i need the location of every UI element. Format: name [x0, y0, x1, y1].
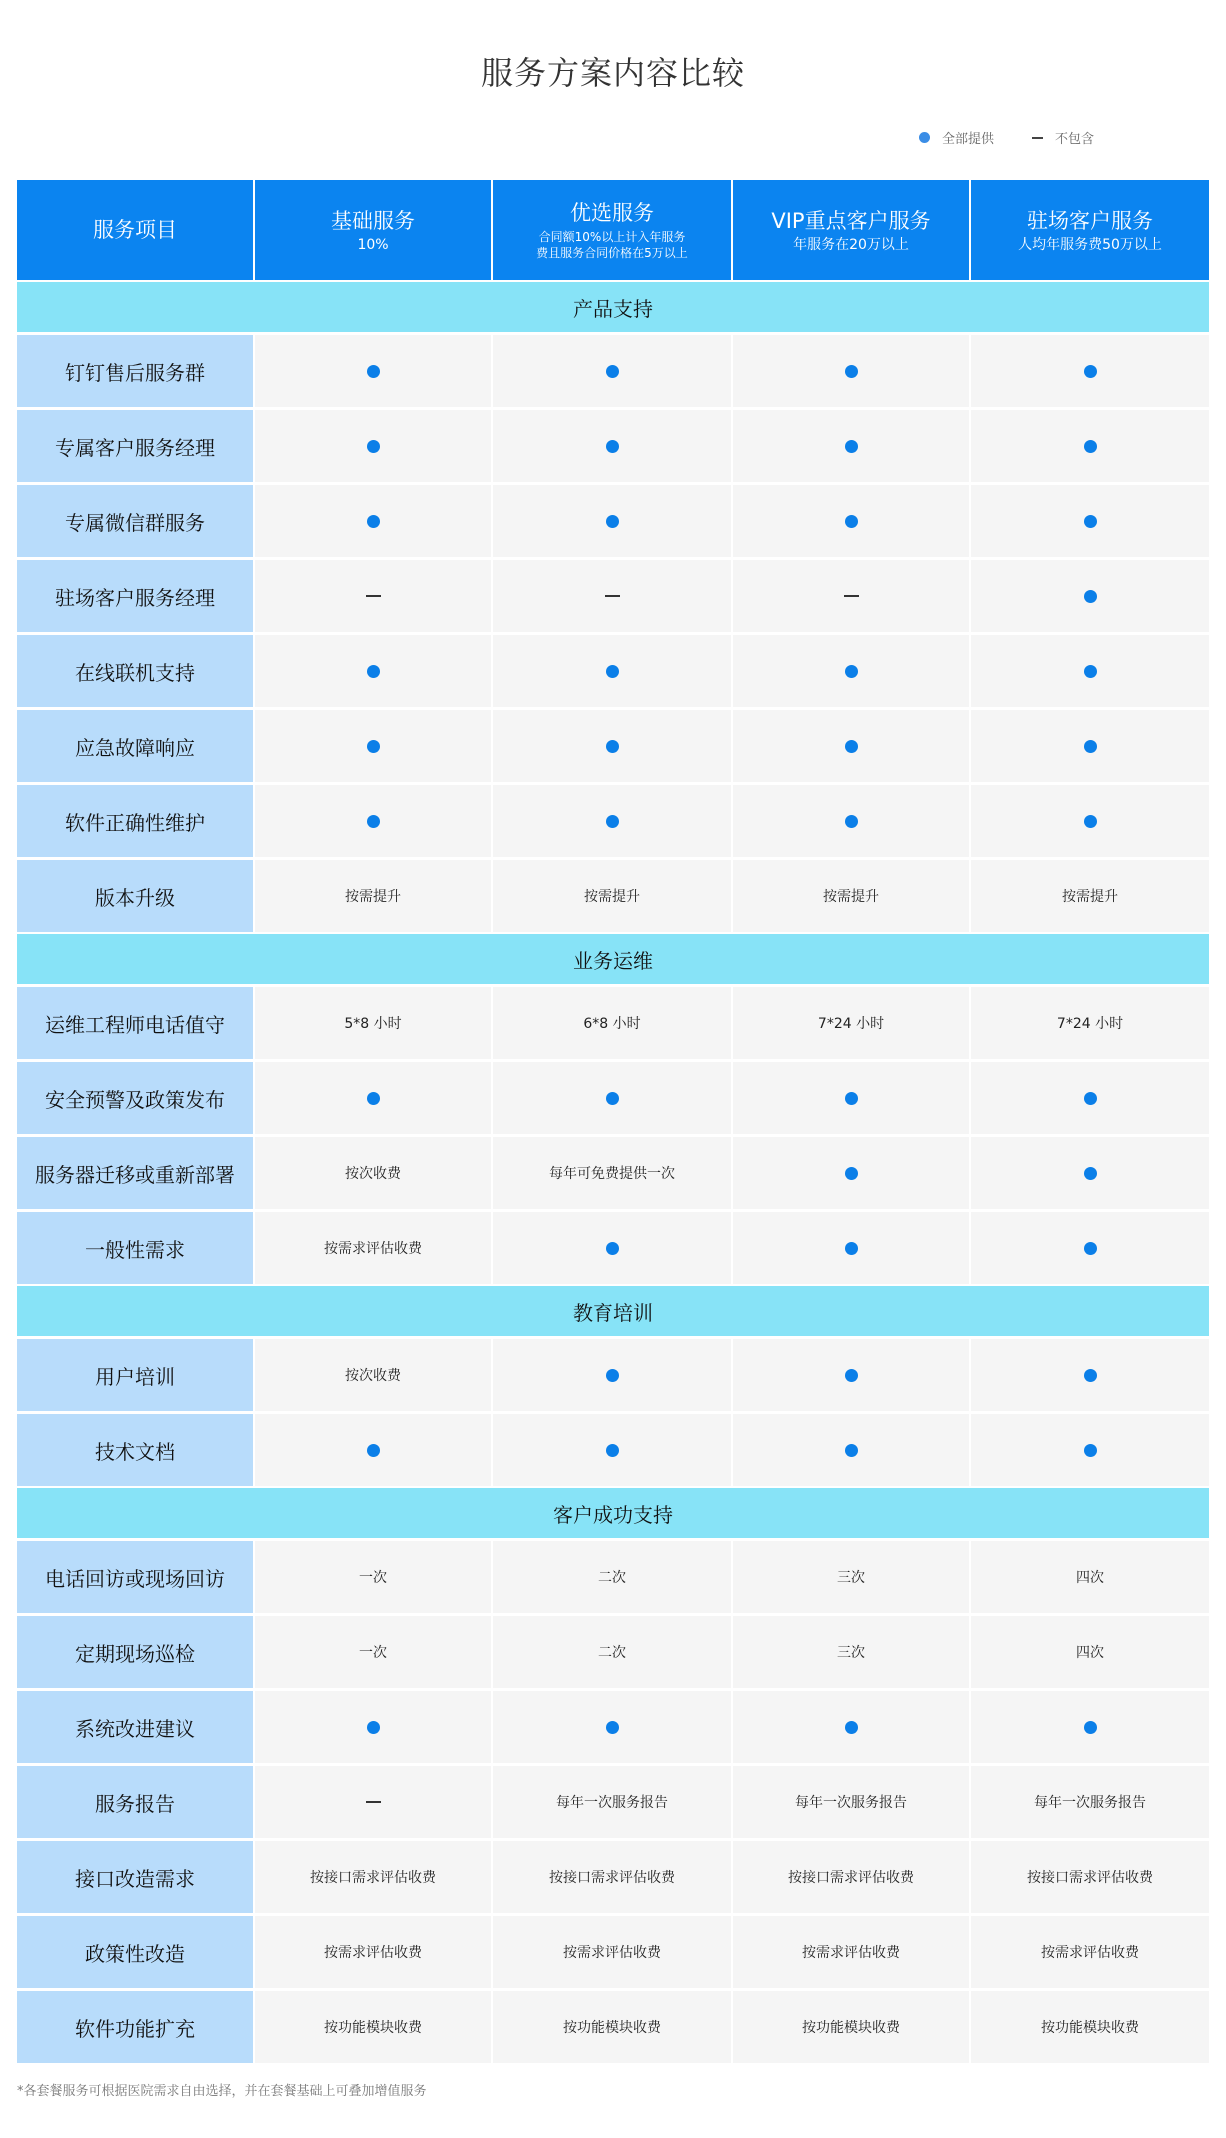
- filled-circle-icon: [367, 665, 380, 678]
- filled-circle-icon: [1084, 1721, 1097, 1734]
- filled-circle-icon: [606, 440, 619, 453]
- legend-all-label: 全部提供: [941, 132, 994, 147]
- filled-circle-icon: [606, 1444, 619, 1457]
- table-cell: [971, 710, 1209, 782]
- filled-circle-icon: [1084, 1444, 1097, 1457]
- table-cell: [255, 1062, 493, 1134]
- table-row: [17, 1541, 1209, 1613]
- legend: [881, 128, 1094, 147]
- table-cell: 6*8 小时: [493, 987, 733, 1059]
- row-label: 运维工程师电话值守: [17, 987, 255, 1059]
- table-cell: [493, 410, 733, 482]
- table-cell: [971, 1339, 1209, 1411]
- table-cell: 四次: [971, 1541, 1209, 1613]
- filled-circle-icon: [845, 740, 858, 753]
- header-sub: 合同额10%以上计入年服务: [538, 229, 686, 244]
- filled-circle-icon: [606, 515, 619, 528]
- filled-circle-icon: [845, 365, 858, 378]
- table-cell: 7*24 小时: [733, 987, 971, 1059]
- filled-circle-icon: [1084, 740, 1097, 753]
- table-cell: 每年一次服务报告: [971, 1766, 1209, 1838]
- table-cell: [971, 1137, 1209, 1209]
- table-cell: [255, 485, 493, 557]
- table-cell: 每年一次服务报告: [733, 1766, 971, 1838]
- filled-circle-icon: [1084, 665, 1097, 678]
- row-label: 在线联机支持: [17, 635, 255, 707]
- footnote: *各套餐服务可根据医院需求自由选择，并在套餐基础上可叠加增值服务: [17, 2084, 427, 2099]
- filled-circle-icon: [845, 815, 858, 828]
- table-cell: [493, 335, 733, 407]
- table-cell: [971, 1691, 1209, 1763]
- table-cell: [971, 1414, 1209, 1486]
- table-cell: [971, 1062, 1209, 1134]
- section-header: 业务运维: [17, 934, 1209, 984]
- table-cell: 一次: [255, 1541, 493, 1613]
- table-cell: [733, 1414, 971, 1486]
- table-cell: [733, 785, 971, 857]
- dash-icon: [366, 1801, 381, 1803]
- filled-circle-icon: [845, 440, 858, 453]
- filled-circle-icon: [845, 1444, 858, 1457]
- table-cell: [733, 1137, 971, 1209]
- filled-circle-icon: [606, 365, 619, 378]
- row-label: 钉钉售后服务群: [17, 335, 255, 407]
- table-cell: 按接口需求评估收费: [255, 1841, 493, 1913]
- row-label: 定期现场巡检: [17, 1616, 255, 1688]
- filled-circle-icon: [606, 1092, 619, 1105]
- table-row: [17, 1916, 1209, 1988]
- row-label: 专属客户服务经理: [17, 410, 255, 482]
- table-cell: [733, 1062, 971, 1134]
- row-label: 政策性改造: [17, 1916, 255, 1988]
- table-row: [17, 1766, 1209, 1838]
- row-label: 版本升级: [17, 860, 255, 932]
- table-cell: [733, 1691, 971, 1763]
- table-cell: [971, 785, 1209, 857]
- table-row: [17, 1616, 1209, 1688]
- table-cell: 按次收费: [255, 1137, 493, 1209]
- table-row: [17, 335, 1209, 407]
- filled-circle-icon: [367, 815, 380, 828]
- filled-circle-icon: [1084, 1167, 1097, 1180]
- filled-circle-icon: [919, 132, 930, 143]
- row-label: 接口改造需求: [17, 1841, 255, 1913]
- filled-circle-icon: [606, 1242, 619, 1255]
- filled-circle-icon: [1084, 815, 1097, 828]
- table-cell: [255, 1766, 493, 1838]
- filled-circle-icon: [1084, 515, 1097, 528]
- filled-circle-icon: [606, 1721, 619, 1734]
- table-row: [17, 410, 1209, 482]
- table-header-row: [17, 180, 1209, 280]
- table-row: [17, 560, 1209, 632]
- table-row: [17, 785, 1209, 857]
- table-cell: 二次: [493, 1541, 733, 1613]
- filled-circle-icon: [845, 665, 858, 678]
- table-row: [17, 1137, 1209, 1209]
- filled-circle-icon: [367, 1721, 380, 1734]
- page-title: 服务方案内容比较: [480, 54, 745, 92]
- filled-circle-icon: [845, 1242, 858, 1255]
- comparison-table: [17, 180, 1209, 2063]
- table-cell: [733, 560, 971, 632]
- table-row: [17, 1841, 1209, 1913]
- row-label: 电话回访或现场回访: [17, 1541, 255, 1613]
- table-cell: 5*8 小时: [255, 987, 493, 1059]
- header-sub: 人均年服务费50万以上: [1018, 236, 1162, 253]
- header-cell-vip: [733, 180, 971, 280]
- table-cell: [255, 1414, 493, 1486]
- table-row: [17, 485, 1209, 557]
- filled-circle-icon: [845, 515, 858, 528]
- table-cell: [733, 1212, 971, 1284]
- filled-circle-icon: [367, 1444, 380, 1457]
- table-cell: [733, 335, 971, 407]
- table-cell: [255, 410, 493, 482]
- row-label: 软件功能扩充: [17, 1991, 255, 2063]
- table-cell: 四次: [971, 1616, 1209, 1688]
- header-sub: 年服务在20万以上: [793, 236, 909, 253]
- header-name: VIP重点客户服务: [771, 208, 931, 233]
- table-cell: 按功能模块收费: [971, 1991, 1209, 2063]
- table-cell: [493, 1414, 733, 1486]
- table-cell: 三次: [733, 1616, 971, 1688]
- row-label: 软件正确性维护: [17, 785, 255, 857]
- table-cell: [733, 1339, 971, 1411]
- filled-circle-icon: [606, 665, 619, 678]
- legend-none-label: 不包含: [1054, 132, 1094, 147]
- table-cell: [255, 1691, 493, 1763]
- table-cell: [971, 410, 1209, 482]
- table-cell: [733, 485, 971, 557]
- filled-circle-icon: [1084, 1242, 1097, 1255]
- table-cell: [971, 1212, 1209, 1284]
- table-cell: [493, 1062, 733, 1134]
- table-cell: 按需提升: [971, 860, 1209, 932]
- row-label: 系统改进建议: [17, 1691, 255, 1763]
- table-cell: [255, 785, 493, 857]
- table-cell: [493, 1212, 733, 1284]
- table-cell: [971, 335, 1209, 407]
- legend-item-all: [919, 128, 994, 147]
- row-label: 服务报告: [17, 1766, 255, 1838]
- table-row: [17, 1414, 1209, 1486]
- table-cell: 每年一次服务报告: [493, 1766, 733, 1838]
- header-sub: 10%: [357, 236, 389, 253]
- header-cell-service-item: [17, 180, 255, 280]
- section-header: 客户成功支持: [17, 1488, 1209, 1538]
- table-row: [17, 860, 1209, 932]
- table-cell: 按接口需求评估收费: [971, 1841, 1209, 1913]
- table-cell: 7*24 小时: [971, 987, 1209, 1059]
- dash-icon: [844, 595, 859, 597]
- filled-circle-icon: [1084, 365, 1097, 378]
- filled-circle-icon: [845, 1369, 858, 1382]
- table-row: [17, 710, 1209, 782]
- filled-circle-icon: [367, 515, 380, 528]
- table-cell: [733, 410, 971, 482]
- header-cell-preferred: [493, 180, 733, 280]
- filled-circle-icon: [1084, 440, 1097, 453]
- filled-circle-icon: [845, 1167, 858, 1180]
- filled-circle-icon: [1084, 1092, 1097, 1105]
- table-row: [17, 987, 1209, 1059]
- table-cell: [493, 635, 733, 707]
- table-cell: 按次收费: [255, 1339, 493, 1411]
- table-cell: [255, 635, 493, 707]
- row-label: 专属微信群服务: [17, 485, 255, 557]
- table-cell: [493, 785, 733, 857]
- table-cell: [493, 560, 733, 632]
- table-cell: 三次: [733, 1541, 971, 1613]
- table-cell: 按需求评估收费: [733, 1916, 971, 1988]
- filled-circle-icon: [367, 365, 380, 378]
- table-cell: [733, 635, 971, 707]
- filled-circle-icon: [1084, 590, 1097, 603]
- table-cell: 按需求评估收费: [255, 1916, 493, 1988]
- filled-circle-icon: [606, 1369, 619, 1382]
- row-label: 安全预警及政策发布: [17, 1062, 255, 1134]
- dash-icon: [366, 595, 381, 597]
- dash-icon: [1032, 137, 1043, 139]
- table-cell: [493, 485, 733, 557]
- table-row: [17, 1339, 1209, 1411]
- table-row: [17, 1062, 1209, 1134]
- filled-circle-icon: [606, 815, 619, 828]
- table-cell: 按功能模块收费: [493, 1991, 733, 2063]
- dash-icon: [605, 595, 620, 597]
- table-cell: [971, 635, 1209, 707]
- table-cell: 按接口需求评估收费: [733, 1841, 971, 1913]
- table-cell: 按需求评估收费: [493, 1916, 733, 1988]
- header-name: 优选服务: [570, 200, 654, 225]
- row-label: 一般性需求: [17, 1212, 255, 1284]
- table-body: [17, 282, 1209, 2063]
- header-cell-onsite: [971, 180, 1209, 280]
- table-cell: [255, 710, 493, 782]
- header-name: 驻场客户服务: [1027, 208, 1153, 233]
- filled-circle-icon: [606, 740, 619, 753]
- row-label: 驻场客户服务经理: [17, 560, 255, 632]
- filled-circle-icon: [1084, 1369, 1097, 1382]
- table-cell: [971, 560, 1209, 632]
- table-cell: 按需求评估收费: [255, 1212, 493, 1284]
- filled-circle-icon: [367, 740, 380, 753]
- table-cell: 按需求评估收费: [971, 1916, 1209, 1988]
- row-label: 应急故障响应: [17, 710, 255, 782]
- row-label: 技术文档: [17, 1414, 255, 1486]
- header-cell-basic: [255, 180, 493, 280]
- section-header: 教育培训: [17, 1286, 1209, 1336]
- table-cell: [255, 560, 493, 632]
- table-cell: [255, 335, 493, 407]
- table-cell: 按接口需求评估收费: [493, 1841, 733, 1913]
- table-cell: 按需提升: [493, 860, 733, 932]
- row-label: 用户培训: [17, 1339, 255, 1411]
- row-label: 服务器迁移或重新部署: [17, 1137, 255, 1209]
- table-cell: [971, 485, 1209, 557]
- table-cell: 二次: [493, 1616, 733, 1688]
- table-cell: [733, 710, 971, 782]
- table-row: [17, 635, 1209, 707]
- table-cell: 按功能模块收费: [255, 1991, 493, 2063]
- header-name: 服务项目: [93, 218, 177, 242]
- filled-circle-icon: [845, 1092, 858, 1105]
- table-cell: [493, 1691, 733, 1763]
- legend-item-none: [1032, 128, 1094, 147]
- section-header: 产品支持: [17, 282, 1209, 332]
- table-cell: [493, 710, 733, 782]
- table-cell: 按功能模块收费: [733, 1991, 971, 2063]
- table-row: [17, 1212, 1209, 1284]
- header-name: 基础服务: [331, 208, 415, 233]
- table-cell: 一次: [255, 1616, 493, 1688]
- table-cell: 按需提升: [255, 860, 493, 932]
- filled-circle-icon: [845, 1721, 858, 1734]
- table-row: [17, 1691, 1209, 1763]
- table-cell: 按需提升: [733, 860, 971, 932]
- table-row: [17, 1991, 1209, 2063]
- table-cell: [493, 1339, 733, 1411]
- header-sub-2: 费且服务合同价格在5万以上: [536, 245, 688, 260]
- table-cell: 每年可免费提供一次: [493, 1137, 733, 1209]
- filled-circle-icon: [367, 440, 380, 453]
- filled-circle-icon: [367, 1092, 380, 1105]
